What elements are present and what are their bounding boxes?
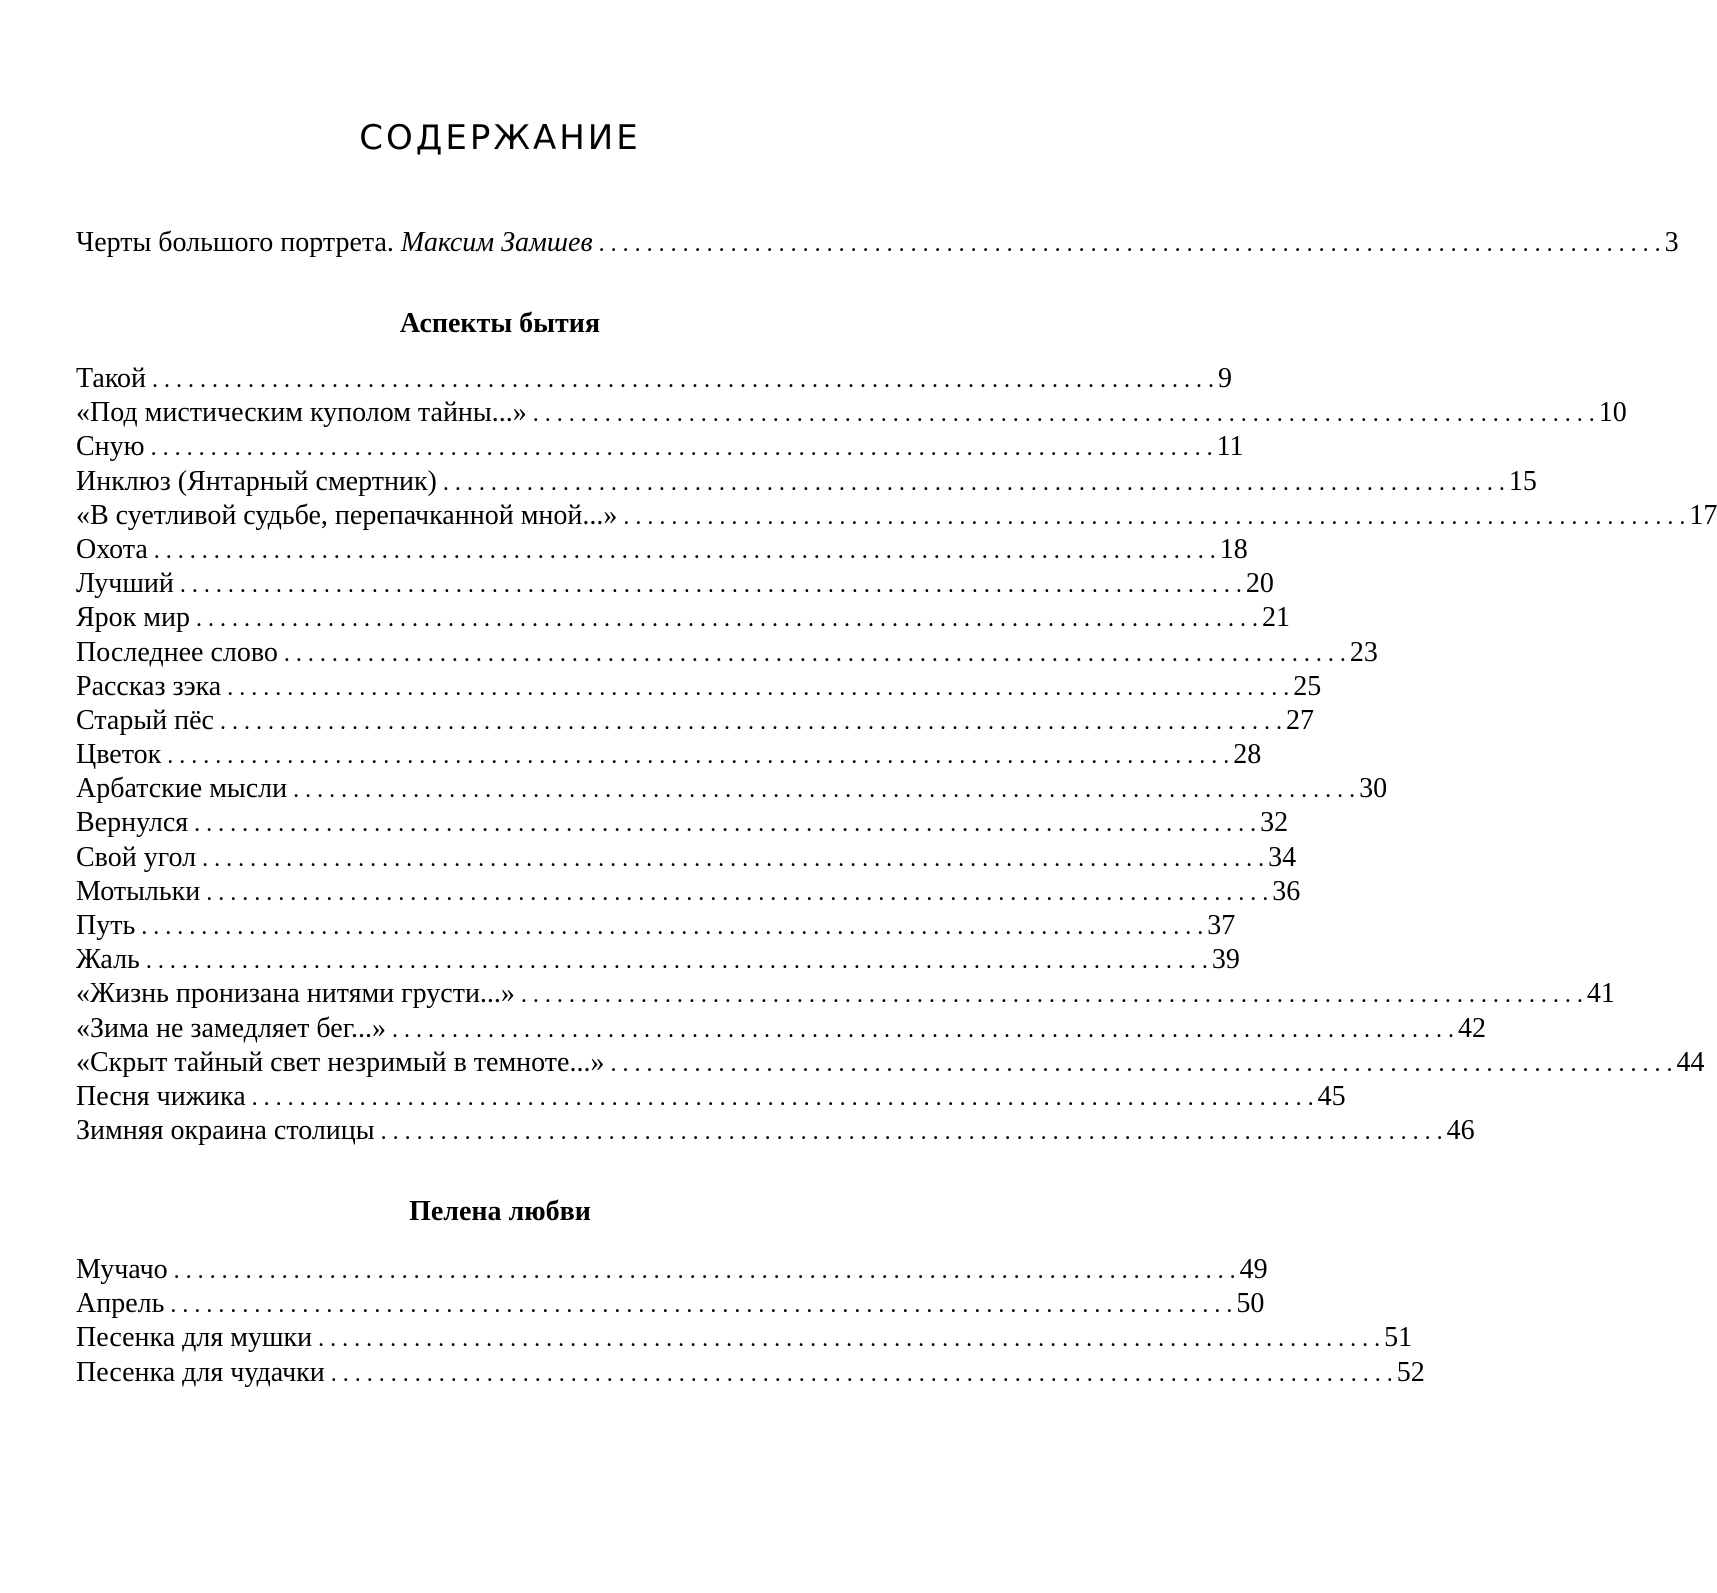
- leader-dots: [533, 397, 1595, 431]
- toc-entry: [76, 738, 1262, 772]
- toc-entry-page: 49: [1239, 1254, 1268, 1285]
- toc-entry: [76, 567, 1274, 601]
- leader-dots: [623, 500, 1685, 534]
- toc-entry-page: 44: [1676, 1046, 1705, 1078]
- toc-entry-page: 32: [1260, 807, 1289, 839]
- toc-entry: [76, 1080, 1346, 1114]
- leader-dots: [152, 363, 1214, 397]
- toc-entry: [76, 943, 1240, 977]
- toc-entry-title: Ярок мир: [76, 602, 190, 634]
- toc-entry-title: Лучший: [76, 568, 174, 600]
- toc-entry-page: 18: [1219, 533, 1248, 565]
- toc-entry-page: 10: [1598, 397, 1627, 429]
- toc-entry-page: 39: [1211, 944, 1240, 976]
- leader-dots: [443, 466, 1505, 500]
- toc-entry: [76, 465, 1537, 499]
- toc-entry-title: Такой: [76, 363, 146, 394]
- toc-entry-title: [76, 226, 593, 260]
- leader-dots: [194, 807, 1256, 841]
- section-heading: Аспекты бытия: [399, 308, 601, 339]
- leader-dots: [196, 602, 1258, 636]
- leader-dots: [331, 1357, 1393, 1391]
- toc-entry-page: 45: [1317, 1080, 1346, 1112]
- leader-dots: [318, 1322, 1380, 1356]
- leader-dots: [151, 431, 1213, 465]
- intro-author: Максим Замшев: [400, 227, 593, 258]
- toc-entry-page: 11: [1216, 431, 1244, 463]
- toc-entry-title: Охота: [76, 533, 148, 565]
- leader-dots: [381, 1115, 1443, 1149]
- toc-entry-title: Мотыльки: [76, 875, 201, 907]
- toc-entry-page: 21: [1261, 602, 1290, 634]
- toc-entry: [76, 1287, 1265, 1321]
- toc-entry: [76, 636, 1378, 670]
- toc-entry: [76, 670, 1322, 704]
- toc-entry: [76, 362, 1232, 396]
- toc-entry: [76, 1321, 1413, 1355]
- toc-entry: [76, 1253, 1268, 1287]
- leader-dots: [252, 1081, 1314, 1115]
- leader-dots: [610, 1047, 1672, 1081]
- toc-entry-title: «Жизнь пронизана нитями грусти...»: [76, 978, 515, 1010]
- toc-entry: [76, 1012, 1487, 1046]
- toc-entry-page: 42: [1458, 1012, 1487, 1044]
- toc-entry-title: Цветок: [76, 739, 162, 771]
- leader-dots: [202, 842, 1264, 876]
- toc-entry-page: 23: [1349, 636, 1378, 668]
- toc-entry-title: Арбатские мысли: [76, 773, 288, 805]
- toc-entry-title: «В суетливой судьбе, перепачканной мной...»: [76, 499, 618, 531]
- toc-entry-page: 27: [1285, 704, 1314, 736]
- leader-dots: [284, 637, 1346, 671]
- toc-entry: [76, 499, 1717, 533]
- leader-dots: [141, 910, 1203, 944]
- toc-entry-intro: [76, 226, 1679, 260]
- toc-entry-title: Последнее слово: [76, 636, 278, 668]
- leader-dots: [174, 1254, 1236, 1288]
- leader-dots: [220, 705, 1282, 739]
- toc-entry-title: Рассказ зэка: [76, 670, 222, 702]
- section-entries: [76, 1253, 1425, 1390]
- toc-entry: [76, 806, 1289, 840]
- toc-entry: [76, 533, 1248, 567]
- toc-entry: [76, 704, 1314, 738]
- toc-entry-page: 34: [1268, 841, 1297, 873]
- intro-entry-block: [76, 226, 1679, 260]
- toc-entry: [76, 772, 1388, 806]
- leader-dots: [154, 534, 1216, 568]
- toc-entry-title: Вернулся: [76, 807, 189, 839]
- leader-dots: [146, 944, 1208, 978]
- toc-entry-title: Песенка для чудачки: [76, 1356, 325, 1388]
- section-heading: Пелена любви: [409, 1196, 591, 1227]
- leader-dots: [599, 227, 1661, 261]
- leader-dots: [170, 1288, 1232, 1322]
- leader-dots: [167, 739, 1229, 773]
- toc-entry-page: 36: [1272, 875, 1301, 907]
- toc-entry-title: Старый пёс: [76, 704, 214, 736]
- toc-entry-page: 3: [1664, 227, 1679, 258]
- toc-entry-page: 17: [1689, 499, 1717, 531]
- toc-entry-page: 41: [1586, 978, 1615, 1010]
- leader-dots: [206, 876, 1268, 910]
- toc-entry-title: Мучачо: [76, 1254, 168, 1285]
- toc-entry-title: Свой угол: [76, 841, 197, 873]
- toc-entry-page: 9: [1218, 363, 1232, 394]
- toc-entry: [76, 841, 1297, 875]
- toc-entry-title: «Зима не замедляет бег...»: [76, 1012, 387, 1044]
- toc-entry-page: 37: [1207, 910, 1236, 941]
- toc-entry-page: 52: [1396, 1356, 1425, 1388]
- toc-entry-title: Жаль: [76, 944, 140, 976]
- intro-title: Черты большого портрета.: [76, 227, 394, 258]
- toc-entry-title: Апрель: [76, 1288, 165, 1320]
- toc-entry-page: 15: [1508, 465, 1537, 497]
- leader-dots: [180, 568, 1242, 602]
- toc-entry: [76, 909, 1236, 943]
- toc-entry: [76, 396, 1627, 430]
- toc-entry-title: «Под мистическим куполом тайны...»: [76, 397, 527, 429]
- toc-entry-title: Сную: [76, 431, 145, 463]
- leader-dots: [227, 671, 1289, 705]
- toc-entry: [76, 430, 1244, 464]
- toc-entry-page: 20: [1245, 568, 1274, 600]
- leader-dots: [392, 1013, 1454, 1047]
- toc-entry: [76, 1046, 1705, 1080]
- toc-entry-title: «Скрыт тайный свет незримый в темноте...»: [76, 1046, 605, 1078]
- toc-entry-page: 51: [1384, 1322, 1413, 1354]
- toc-entry-title: Инклюз (Янтарный смертник): [76, 465, 437, 497]
- leader-dots: [521, 978, 1583, 1012]
- toc-entry: [76, 977, 1615, 1011]
- toc-entry: [76, 601, 1290, 635]
- toc-entry-page: 30: [1359, 773, 1388, 805]
- toc-entry: [76, 875, 1301, 909]
- toc-entry-title: Путь: [76, 910, 136, 941]
- toc-entry: [76, 1356, 1425, 1390]
- toc-entry: [76, 1114, 1475, 1148]
- toc-entry-page: 46: [1446, 1115, 1475, 1147]
- toc-entry-title: Песня чижика: [76, 1080, 246, 1112]
- page-title: СОДЕРЖАНИЕ: [359, 118, 641, 158]
- toc-entry-page: 50: [1236, 1288, 1265, 1320]
- toc-entry-title: Зимняя окраина столицы: [76, 1115, 375, 1147]
- toc-entry-page: 28: [1233, 739, 1262, 771]
- toc-entry-page: 25: [1293, 670, 1322, 702]
- leader-dots: [293, 773, 1355, 807]
- section-entries: [76, 362, 1717, 1148]
- toc-entry-title: Песенка для мушки: [76, 1322, 313, 1354]
